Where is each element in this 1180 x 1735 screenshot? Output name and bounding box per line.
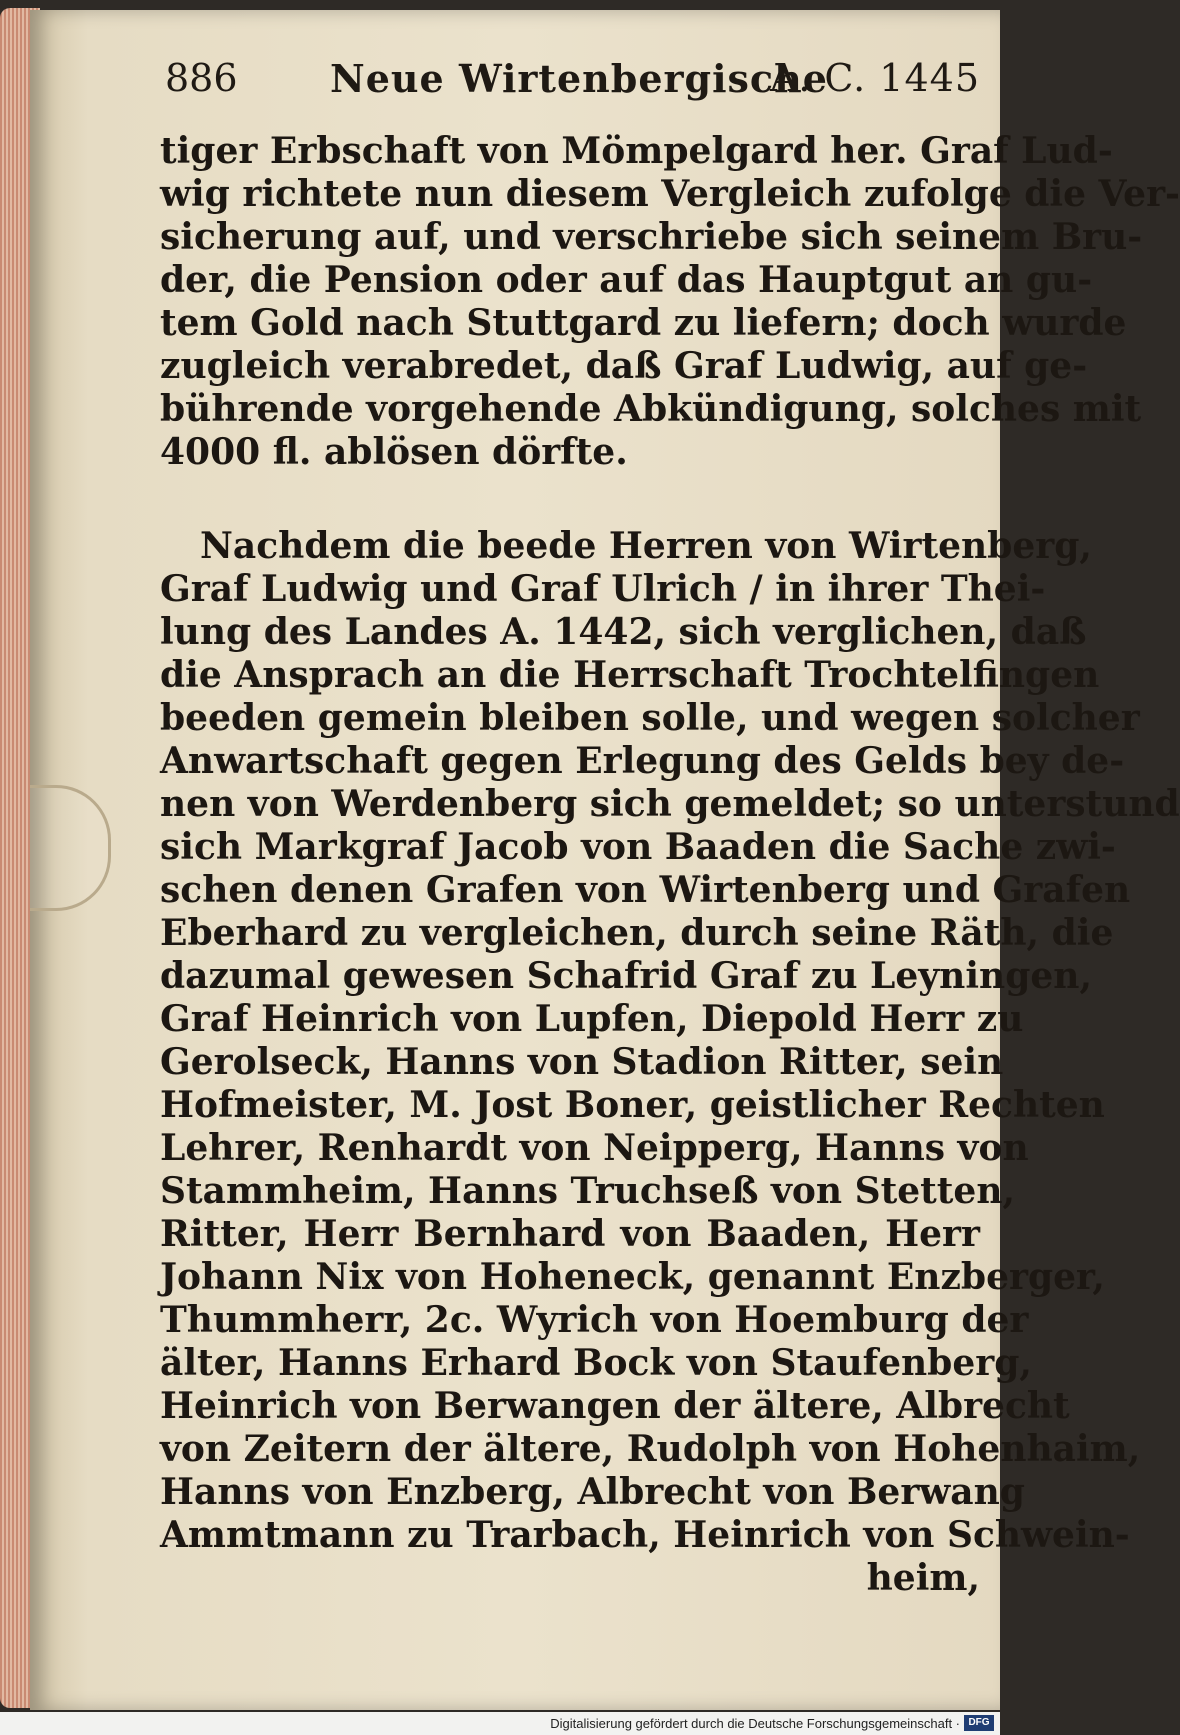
text-line: beeden gemein bleiben solle, und wegen solcher bbox=[160, 697, 1140, 739]
digitization-footer bbox=[0, 1712, 1000, 1735]
text-line: Hanns von Enzberg, Albrecht von Berwang bbox=[160, 1471, 1025, 1513]
page-tab-marker bbox=[30, 785, 111, 911]
text-line: Graf Ludwig und Graf Ulrich / in ihrer Thei- bbox=[160, 568, 1046, 610]
text-line: zugleich verabredet, daß Graf Ludwig, auf ge- bbox=[160, 345, 1088, 387]
text-line: tiger Erbschaft von Mömpelgard her. Graf Lud- bbox=[160, 130, 1113, 172]
running-header bbox=[135, 48, 980, 108]
text-line: die Ansprach an die Herrschaft Trochtelfingen bbox=[160, 654, 1100, 696]
text-line: Ritter, Herr Bernhard von Baaden, Herr bbox=[160, 1213, 980, 1255]
text-line: schen denen Grafen von Wirtenberg und Grafen bbox=[160, 869, 1131, 911]
text-line: Stammheim, Hanns Truchseß von Stetten, bbox=[160, 1170, 1016, 1212]
text-line: nen von Werdenberg sich gemeldet; so unterstund bbox=[160, 783, 1180, 825]
text-line: von Zeitern der ältere, Rudolph von Hohenhaim, bbox=[160, 1428, 1141, 1470]
text-line: Lehrer, Renhardt von Neipperg, Hanns von bbox=[160, 1127, 1029, 1169]
text-line: Anwartschaft gegen Erlegung des Gelds bey de- bbox=[160, 740, 1125, 782]
text-line: lung des Landes A. 1442, sich verglichen, daß bbox=[160, 611, 1087, 653]
text-line: Ammtmann zu Trarbach, Heinrich von Schwein- bbox=[160, 1514, 1130, 1556]
text-line: sich Markgraf Jacob von Baaden die Sache zwi- bbox=[160, 826, 1116, 868]
funding-credit: Digitalisierung gefördert durch die Deutsche Forschungsgemeinschaft · bbox=[550, 1716, 960, 1731]
text-line: 4000 fl. ablösen dörfte. bbox=[160, 431, 628, 473]
text-line: Gerolseck, Hanns von Stadion Ritter, sein bbox=[160, 1041, 1004, 1083]
text-line: Johann Nix von Hoheneck, genannt Enzberger, bbox=[160, 1256, 1105, 1298]
text-line: bührende vorgehende Abkündigung, solches mit bbox=[160, 388, 1142, 430]
text-line: Heinrich von Berwangen der ältere, Albrecht bbox=[160, 1385, 1070, 1427]
text-line: dazumal gewesen Schafrid Graf zu Leyningen, bbox=[160, 955, 1092, 997]
dfg-logo-icon: DFG bbox=[964, 1715, 994, 1731]
text-line: Thummherr, 2c. Wyrich von Hoemburg der bbox=[160, 1299, 1029, 1341]
text-line: sicherung auf, und verschriebe sich seinem Bru- bbox=[160, 216, 1143, 258]
text-line: der, die Pension oder auf das Hauptgut an gu- bbox=[160, 259, 1093, 301]
text-line: tem Gold nach Stuttgard zu liefern; doch wurde bbox=[160, 302, 1127, 344]
text-line: älter, Hanns Erhard Bock von Staufenberg, bbox=[160, 1342, 1032, 1384]
text-line: Eberhard zu vergleichen, durch seine Räth, die bbox=[160, 912, 1114, 954]
page-number: 886 bbox=[165, 56, 238, 100]
text-line: Graf Heinrich von Lupfen, Diepold Herr zu bbox=[160, 998, 1024, 1040]
catchword-line: heim, bbox=[866, 1557, 980, 1599]
text-line: Hofmeister, M. Jost Boner, geistlicher Rechten bbox=[160, 1084, 1105, 1126]
text-line: wig richtete nun diesem Vergleich zufolge die Ver- bbox=[160, 173, 1180, 215]
text-line: Nachdem die beede Herren von Wirtenberg, bbox=[200, 525, 1092, 567]
running-title: Neue Wirtenbergische bbox=[330, 56, 828, 101]
year-mark: A. C. 1445 bbox=[769, 56, 980, 100]
